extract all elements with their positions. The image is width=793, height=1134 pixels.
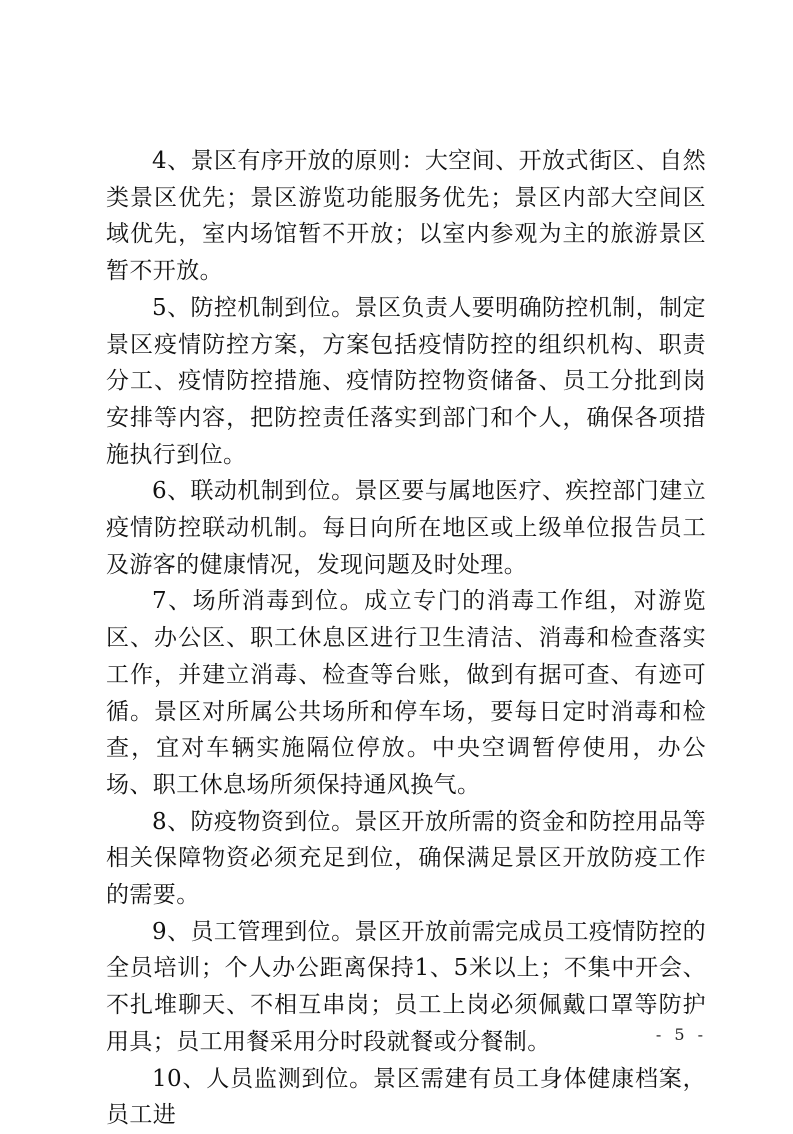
paragraph-10-monitoring: 10、人员监测到位。景区需建有员工身体健康档案，员工进: [106, 1065, 706, 1129]
paragraph-6-linkage-mechanism: 6、联动机制到位。景区要与属地医疗、疾控部门建立疫情防控联动机制。每日向所在地区或上级单位报告员工及游客的健康情况，发现问题及时处理。: [106, 478, 706, 578]
paragraph-8-supplies: 8、防疫物资到位。景区开放所需的资金和防控用品等相关保障物资必须充足到位，确保满足景区开放防疫工作的需要。: [106, 808, 706, 909]
paragraph-7-disinfection: 7、场所消毒到位。成立专门的消毒工作组，对游览区、办公区、职工休息区进行卫生清洁、消毒和检查落实工作，并建立消毒、检查等台账，做到有据可查、有迹可循。景区对所属公共场所和停车场，要每日定时消毒和检查，宜对车辆实施隔位停放。中央空调暂停使用，办公场、职工休息场所须保持通风换气。: [106, 588, 706, 798]
paragraph-9-staff-management: 9、员工管理到位。景区开放前需完成员工疫情防控的全员培训；个人办公距离保持1、5米以上；不集中开会、不扎堆聊天、不相互串岗；员工上岗必须佩戴口罩等防护用具；员工用餐采用分时段就餐或分餐制。: [106, 918, 706, 1055]
page-number: - 5 -: [655, 1025, 707, 1044]
paragraph-4-opening-principles: 4、景区有序开放的原则：大空间、开放式街区、自然类景区优先；景区游览功能服务优先；景区内部大空间区域优先，室内场馆暂不开放；以室内参观为主的旅游景区暂不开放。: [106, 148, 706, 285]
paragraph-5-control-mechanism: 5、防控机制到位。景区负责人要明确防控机制，制定景区疫情防控方案，方案包括疫情防控的组织机构、职责分工、疫情防控措施、疫情防控物资储备、员工分批到岗安排等内容，把防控责任落实到部门和个人，确保各项措施执行到位。: [106, 294, 706, 468]
document-body: [106, 143, 706, 1134]
